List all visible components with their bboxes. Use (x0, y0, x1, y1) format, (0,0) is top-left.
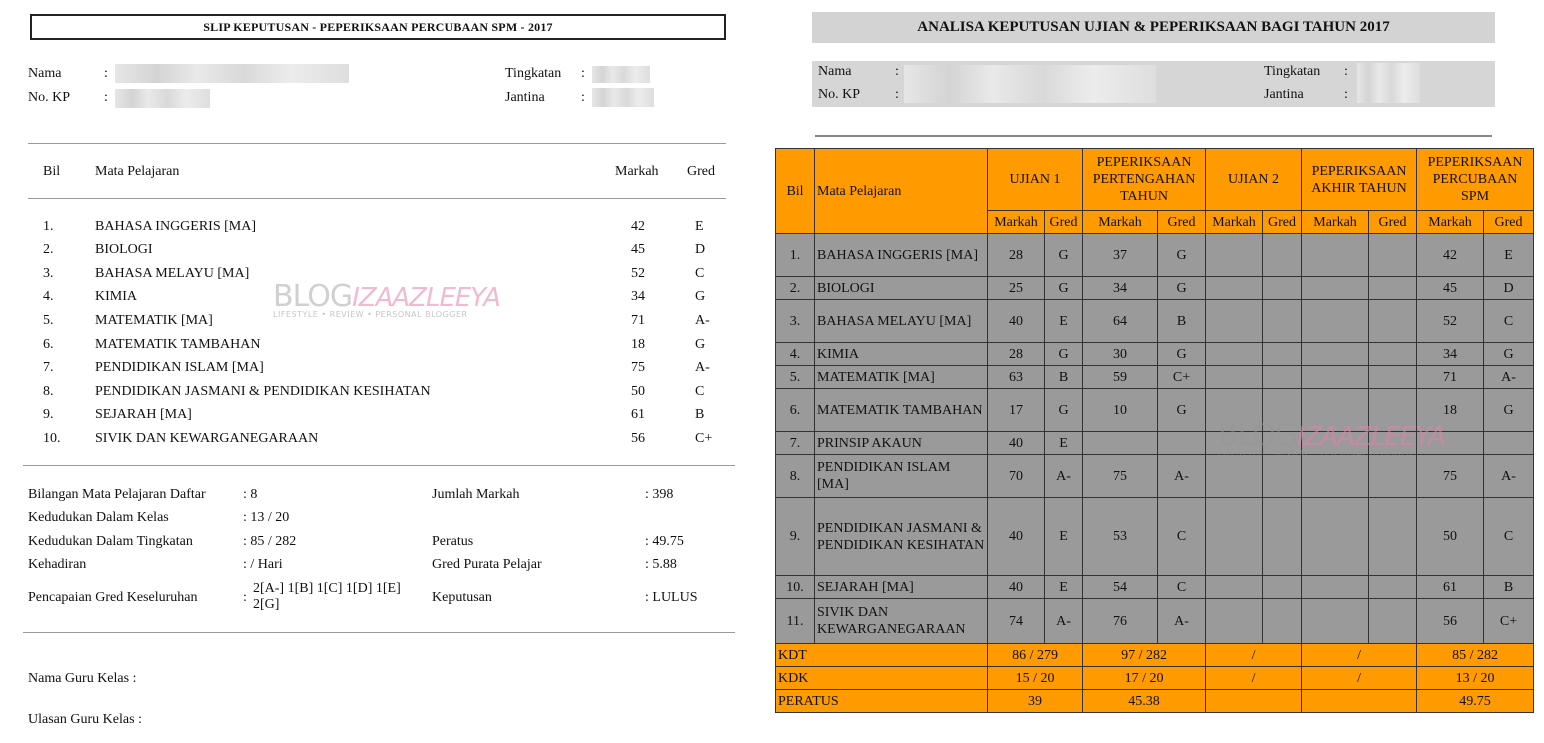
table-row (776, 234, 1534, 277)
an-nokp-colon: : (895, 87, 899, 102)
nama-colon: : (104, 66, 108, 81)
keputusan-label: Keputusan (432, 590, 492, 605)
cell-gred: C (1484, 300, 1534, 343)
cell-markah (1206, 599, 1263, 644)
cell-markah: 63 (988, 366, 1045, 389)
nokp-redacted (115, 89, 210, 108)
cell-gred (1369, 432, 1417, 455)
summary-row (776, 667, 1534, 690)
table-row (776, 300, 1534, 343)
cell-gred: G (1045, 277, 1083, 300)
subcol-gred: Gred (1263, 211, 1302, 234)
jantina-redacted (592, 88, 654, 107)
jantina-colon: : (581, 90, 585, 105)
pencapaian-label: Pencapaian Gred Keseluruhan (28, 590, 198, 605)
summary-value: 15 / 20 (988, 667, 1083, 690)
cell-markah (1206, 455, 1263, 498)
an-nama-redacted (904, 65, 1156, 103)
summary-value: 86 / 279 (988, 644, 1083, 667)
subcol-markah: Markah (1417, 211, 1484, 234)
summary-value: 97 / 282 (1083, 644, 1206, 667)
row-subject: BAHASA INGGERIS [MA] (815, 234, 988, 277)
summary-row (776, 690, 1534, 713)
summary-row (776, 644, 1534, 667)
guru-label: Nama Guru Kelas : (28, 671, 137, 686)
cell-markah: 28 (988, 343, 1045, 366)
cell-markah (1417, 432, 1484, 455)
tingkatan-rank-value: : 85 / 282 (243, 534, 297, 549)
subject-no: 1. (43, 219, 54, 234)
slip-title: SLIP KEPUTUSAN - PEPERIKSAAN PERCUBAAN SPM - 2017 (30, 14, 726, 40)
cell-gred: A- (1158, 599, 1206, 644)
kehadiran-label: Kehadiran (28, 557, 87, 572)
cell-markah (1206, 432, 1263, 455)
list-item (0, 289, 740, 313)
cell-gred: G (1045, 343, 1083, 366)
table-row (776, 277, 1534, 300)
cell-gred (1369, 343, 1417, 366)
cell-markah (1206, 300, 1263, 343)
watermark: BLOGIZAAZLEEYA LIFESTYLE • REVIEW • PERSONAL BLOGGER (1218, 418, 1445, 458)
cell-gred: G (1484, 389, 1534, 432)
summary-value: 17 / 20 (1083, 667, 1206, 690)
kelas-label: Kedudukan Dalam Kelas (28, 510, 169, 525)
an-nokp-label: No. KP (818, 87, 861, 102)
subject-name: MATEMATIK TAMBAHAN (95, 337, 261, 352)
subcol-gred: Gred (1484, 211, 1534, 234)
tingkatan-rank-label: Kedudukan Dalam Tingkatan (28, 534, 193, 549)
an-jantina-colon: : (1344, 87, 1348, 102)
cell-markah: 10 (1083, 389, 1158, 432)
cell-gred: E (1045, 300, 1083, 343)
row-subject: MATEMATIK TAMBAHAN (815, 389, 988, 432)
cell-gred (1158, 432, 1206, 455)
row-subject: PENDIDIKAN ISLAM [MA] (815, 455, 988, 498)
nama-redacted (115, 64, 349, 83)
subcol-markah: Markah (988, 211, 1045, 234)
row-no: 6. (776, 389, 815, 432)
table-row (776, 432, 1534, 455)
subject-gred: C+ (695, 431, 713, 446)
cell-markah: 25 (988, 277, 1045, 300)
cell-gred (1484, 432, 1534, 455)
cell-gred: A- (1484, 366, 1534, 389)
analysis-title: ANALISA KEPUTUSAN UJIAN & PEPERIKSAAN BAGI TAHUN 2017 (812, 12, 1495, 43)
cell-gred: E (1045, 576, 1083, 599)
summary-value: 13 / 20 (1417, 667, 1534, 690)
cell-markah: 50 (1417, 498, 1484, 576)
subject-gred: E (695, 219, 704, 234)
row-subject: MATEMATIK [MA] (815, 366, 988, 389)
cell-markah (1302, 343, 1369, 366)
subject-gred: G (695, 337, 706, 352)
cell-gred: C+ (1484, 599, 1534, 644)
cell-markah: 34 (1083, 277, 1158, 300)
cell-markah: 64 (1083, 300, 1158, 343)
purata-value: : 5.88 (645, 557, 677, 572)
cell-gred (1263, 576, 1302, 599)
purata-label: Gred Purata Pelajar (432, 557, 542, 572)
cell-markah: 18 (1417, 389, 1484, 432)
col-ujian2: UJIAN 2 (1206, 149, 1302, 211)
cell-gred (1263, 498, 1302, 576)
subject-markah: 34 (631, 289, 645, 304)
col-subject: Mata Pelajaran (815, 149, 988, 234)
subject-gred: G (695, 289, 706, 304)
cell-gred: A- (1045, 599, 1083, 644)
cell-markah (1206, 234, 1263, 277)
cell-markah (1206, 366, 1263, 389)
cell-gred: G (1158, 343, 1206, 366)
cell-gred: C (1158, 498, 1206, 576)
cell-markah: 40 (988, 432, 1045, 455)
cell-markah: 40 (988, 576, 1045, 599)
analysis-table (775, 148, 1534, 713)
cell-markah: 59 (1083, 366, 1158, 389)
col-markah: Markah (615, 164, 659, 179)
cell-gred: G (1484, 343, 1534, 366)
subject-name: SEJARAH [MA] (95, 407, 192, 422)
table-row (776, 455, 1534, 498)
col-bil: Bil (43, 164, 61, 179)
row-no: 9. (776, 498, 815, 576)
row-no: 2. (776, 277, 815, 300)
cell-gred (1369, 300, 1417, 343)
cell-markah: 76 (1083, 599, 1158, 644)
row-no: 8. (776, 455, 815, 498)
cell-markah (1206, 277, 1263, 300)
row-subject: PENDIDIKAN JASMANI & PENDIDIKAN KESIHATAN (815, 498, 988, 576)
cell-markah: 53 (1083, 498, 1158, 576)
cell-markah: 56 (1417, 599, 1484, 644)
cell-markah (1302, 498, 1369, 576)
cell-gred: A- (1484, 455, 1534, 498)
subject-no: 6. (43, 337, 54, 352)
subject-markah: 61 (631, 407, 645, 422)
subject-markah: 56 (631, 431, 645, 446)
cell-gred: B (1158, 300, 1206, 343)
cell-markah (1206, 343, 1263, 366)
list-item (0, 360, 740, 384)
subject-gred: D (695, 242, 706, 257)
list-item (0, 313, 740, 337)
cell-gred: C (1158, 576, 1206, 599)
cell-markah (1206, 576, 1263, 599)
subject-no: 10. (43, 431, 61, 446)
cell-markah: 37 (1083, 234, 1158, 277)
cell-markah: 75 (1417, 455, 1484, 498)
subcol-gred: Gred (1045, 211, 1083, 234)
subject-name: PENDIDIKAN JASMANI & PENDIDIKAN KESIHATAN (95, 384, 431, 399)
summary-value: / (1206, 667, 1302, 690)
cell-markah (1302, 366, 1369, 389)
summary-label: KDT (776, 644, 988, 667)
subject-name: KIMIA (95, 289, 137, 304)
cell-markah: 61 (1417, 576, 1484, 599)
divider (815, 135, 1492, 137)
cell-gred (1369, 366, 1417, 389)
cell-markah (1302, 277, 1369, 300)
cell-markah (1302, 455, 1369, 498)
cell-markah: 28 (988, 234, 1045, 277)
cell-markah (1206, 498, 1263, 576)
an-jantina-label: Jantina (1264, 87, 1304, 102)
an-tingkatan-redacted (1357, 63, 1420, 103)
cell-gred: D (1484, 277, 1534, 300)
jantina-label: Jantina (505, 90, 545, 105)
row-no: 7. (776, 432, 815, 455)
cell-gred: E (1045, 498, 1083, 576)
bilangan-label: Bilangan Mata Pelajaran Daftar (28, 487, 206, 502)
table-row (776, 343, 1534, 366)
summary-value: 39 (988, 690, 1083, 713)
summary-value: 85 / 282 (1417, 644, 1534, 667)
col-bil: Bil (776, 149, 815, 234)
subject-gred: A- (695, 313, 710, 328)
subject-markah: 45 (631, 242, 645, 257)
summary-value (1206, 690, 1302, 713)
subject-markah: 18 (631, 337, 645, 352)
keputusan-value: : LULUS (645, 590, 698, 605)
subject-name: BAHASA MELAYU [MA] (95, 266, 250, 281)
summary-value (1302, 690, 1417, 713)
an-nama-colon: : (895, 64, 899, 79)
summary-value: / (1302, 667, 1417, 690)
cell-markah (1302, 432, 1369, 455)
subject-gred: C (695, 384, 705, 399)
an-nama-label: Nama (818, 64, 852, 79)
cell-gred (1263, 234, 1302, 277)
subcol-markah: Markah (1083, 211, 1158, 234)
an-tingkatan-colon: : (1344, 64, 1348, 79)
cell-markah: 70 (988, 455, 1045, 498)
cell-markah: 42 (1417, 234, 1484, 277)
cell-markah: 54 (1083, 576, 1158, 599)
subject-markah: 75 (631, 360, 645, 375)
cell-gred (1263, 389, 1302, 432)
row-no: 5. (776, 366, 815, 389)
col-subject: Mata Pelajaran (95, 164, 180, 179)
list-item (0, 384, 740, 408)
cell-markah: 75 (1083, 455, 1158, 498)
subject-gred: B (695, 407, 705, 422)
cell-gred (1369, 234, 1417, 277)
cell-markah (1302, 300, 1369, 343)
cell-markah: 71 (1417, 366, 1484, 389)
cell-markah (1302, 599, 1369, 644)
summary-value: 49.75 (1417, 690, 1534, 713)
row-subject: SEJARAH [MA] (815, 576, 988, 599)
pencapaian-value: 2[A-] 1[B] 1[C] 1[D] 1[E] 2[G] (253, 581, 401, 612)
cell-gred: A- (1158, 455, 1206, 498)
cell-markah (1083, 432, 1158, 455)
subcol-markah: Markah (1206, 211, 1263, 234)
cell-gred (1263, 343, 1302, 366)
subject-no: 2. (43, 242, 54, 257)
cell-gred (1263, 366, 1302, 389)
summary-value: / (1302, 644, 1417, 667)
peratus-label: Peratus (432, 534, 474, 549)
tingkatan-label: Tingkatan (505, 66, 562, 81)
peratus-value: : 49.75 (645, 534, 684, 549)
cell-markah: 40 (988, 498, 1045, 576)
row-no: 4. (776, 343, 815, 366)
table-row (776, 576, 1534, 599)
jumlah-label: Jumlah Markah (432, 487, 520, 502)
table-row (776, 599, 1534, 644)
cell-markah: 30 (1083, 343, 1158, 366)
an-tingkatan-label: Tingkatan (1264, 64, 1321, 79)
row-subject: BAHASA MELAYU [MA] (815, 300, 988, 343)
subject-no: 3. (43, 266, 54, 281)
list-item (0, 337, 740, 361)
table-row (776, 389, 1534, 432)
subject-no: 5. (43, 313, 54, 328)
list-item (0, 431, 740, 455)
cell-gred (1369, 455, 1417, 498)
subject-gred: C (695, 266, 705, 281)
subject-no: 9. (43, 407, 54, 422)
cell-gred (1263, 432, 1302, 455)
cell-gred: E (1484, 234, 1534, 277)
subject-no: 8. (43, 384, 54, 399)
subject-markah: 42 (631, 219, 645, 234)
summary-label: KDK (776, 667, 988, 690)
list-item (0, 407, 740, 431)
cell-markah (1206, 389, 1263, 432)
cell-gred: C (1484, 498, 1534, 576)
cell-gred (1369, 389, 1417, 432)
cell-gred: B (1045, 366, 1083, 389)
row-subject: PRINSIP AKAUN (815, 432, 988, 455)
summary-value: 45.38 (1083, 690, 1206, 713)
jumlah-value: : 398 (645, 487, 674, 502)
col-percubaan: PEPERIKSAAN PERCUBAAN SPM (1417, 149, 1534, 211)
kehadiran-value: : / Hari (243, 557, 283, 572)
cell-markah (1302, 576, 1369, 599)
subject-name: PENDIDIKAN ISLAM [MA] (95, 360, 264, 375)
ulasan-label: Ulasan Guru Kelas : (28, 712, 142, 727)
cell-gred (1369, 277, 1417, 300)
table-row (776, 366, 1534, 389)
row-subject: SIVIK DAN KEWARGANEGARAAN (815, 599, 988, 644)
cell-gred: G (1158, 389, 1206, 432)
cell-markah: 34 (1417, 343, 1484, 366)
nama-label: Nama (28, 66, 62, 81)
col-pertengahan: PEPERIKSAAN PERTENGAHAN TAHUN (1083, 149, 1206, 211)
list-item (0, 242, 740, 266)
cell-gred: G (1045, 234, 1083, 277)
nokp-colon: : (104, 90, 108, 105)
cell-gred (1263, 277, 1302, 300)
cell-gred: A- (1045, 455, 1083, 498)
cell-markah: 45 (1417, 277, 1484, 300)
cell-gred: B (1484, 576, 1534, 599)
row-subject: KIMIA (815, 343, 988, 366)
col-akhir: PEPERIKSAAN AKHIR TAHUN (1302, 149, 1417, 211)
row-no: 10. (776, 576, 815, 599)
nokp-label: No. KP (28, 90, 71, 105)
subcol-markah: Markah (1302, 211, 1369, 234)
cell-markah: 40 (988, 300, 1045, 343)
cell-gred: G (1158, 234, 1206, 277)
cell-gred (1263, 599, 1302, 644)
subject-markah: 71 (631, 313, 645, 328)
table-row (776, 498, 1534, 576)
list-item (0, 266, 740, 290)
analysis-student-info (812, 61, 1495, 107)
cell-gred (1369, 498, 1417, 576)
cell-gred: E (1045, 432, 1083, 455)
cell-gred (1369, 599, 1417, 644)
summary-value: / (1206, 644, 1302, 667)
col-ujian1: UJIAN 1 (988, 149, 1083, 211)
divider (23, 632, 735, 633)
kelas-value: : 13 / 20 (243, 510, 290, 525)
subcol-gred: Gred (1369, 211, 1417, 234)
cell-gred: G (1158, 277, 1206, 300)
pencapaian-colon: : (243, 590, 247, 605)
subject-name: SIVIK DAN KEWARGANEGARAAN (95, 431, 319, 446)
subject-no: 7. (43, 360, 54, 375)
divider (28, 143, 726, 144)
cell-markah: 74 (988, 599, 1045, 644)
bilangan-value: : 8 (243, 487, 258, 502)
cell-markah (1302, 234, 1369, 277)
tingkatan-colon: : (581, 66, 585, 81)
row-no: 3. (776, 300, 815, 343)
subject-name: BAHASA INGGERIS [MA] (95, 219, 257, 234)
tingkatan-redacted (592, 66, 650, 83)
cell-markah: 17 (988, 389, 1045, 432)
row-no: 11. (776, 599, 815, 644)
cell-gred (1263, 300, 1302, 343)
subject-gred: A- (695, 360, 710, 375)
cell-markah: 52 (1417, 300, 1484, 343)
col-gred: Gred (687, 164, 715, 179)
subject-markah: 52 (631, 266, 645, 281)
cell-gred: C+ (1158, 366, 1206, 389)
subject-markah: 50 (631, 384, 645, 399)
subcol-gred: Gred (1158, 211, 1206, 234)
subject-name: MATEMATIK [MA] (95, 313, 213, 328)
summary-label: PERATUS (776, 690, 988, 713)
subject-no: 4. (43, 289, 54, 304)
cell-gred (1263, 455, 1302, 498)
cell-gred (1369, 576, 1417, 599)
row-subject: BIOLOGI (815, 277, 988, 300)
divider (28, 198, 726, 199)
subject-name: BIOLOGI (95, 242, 153, 257)
list-item (0, 219, 740, 243)
cell-markah (1302, 389, 1369, 432)
cell-gred: G (1045, 389, 1083, 432)
row-no: 1. (776, 234, 815, 277)
watermark: BLOGIZAAZLEEYA LIFESTYLE • REVIEW • PERSONAL BLOGGER (273, 279, 500, 319)
divider (23, 465, 735, 466)
